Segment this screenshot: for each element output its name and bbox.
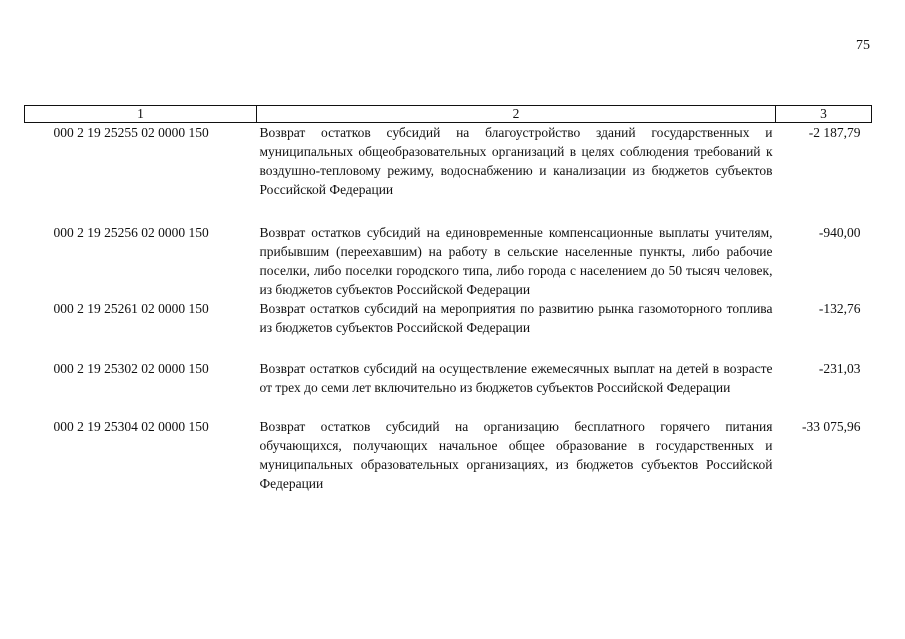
budget-code: 000 2 19 25261 02 0000 150 [53,301,209,316]
column-header-code: 1 [25,106,257,123]
budget-code: 000 2 19 25304 02 0000 150 [53,419,209,434]
page-number: 75 [856,38,870,53]
column-header-name: 2 [257,106,776,123]
table-row [25,123,872,224]
column-header-amount: 3 [776,106,872,123]
table-row [25,417,872,493]
table-header-row [25,106,872,123]
row-amount: -2 187,79 [808,125,861,140]
row-amount: -231,03 [818,361,861,376]
budget-code: 000 2 19 25256 02 0000 150 [53,225,209,240]
table-row [25,223,872,299]
budget-code: 000 2 19 25302 02 0000 150 [53,361,209,376]
row-description: Возврат остатков субсидий на единовременные компенсационные выплаты учителям, прибывшим (переехавшим) на работу в сельские населенные пункты, либо рабочие поселки, либо поселки городского типа, либо города с населением до 50 тысяч человек, из бюджетов субъектов Российской Федерации [259,225,773,297]
table-row [25,359,872,417]
row-amount: -132,76 [818,301,861,316]
table-row [25,299,872,359]
row-description: Возврат остатков субсидий на мероприятия по развитию рынка газомоторного топлива из бюджетов субъектов Российской Федерации [259,301,773,335]
row-amount: -940,00 [818,225,861,240]
budget-code: 000 2 19 25255 02 0000 150 [53,125,209,140]
row-description: Возврат остатков субсидий на благоустройство зданий государственных и муниципальных общеобразовательных организаций в целях соблюдения требований к воздушно-тепловому режиму, водоснабжению и канализации из бюджетов субъектов Российской Федерации [259,125,773,197]
row-description: Возврат остатков субсидий на осуществление ежемесячных выплат на детей в возрасте от трех до семи лет включительно из бюджетов субъектов Российской Федерации [259,361,773,395]
row-amount: -33 075,96 [802,419,861,434]
budget-table [24,105,872,493]
row-description: Возврат остатков субсидий на организацию бесплатного горячего питания обучающихся, получающих начальное общее образование в государственных и муниципальных образовательных организациях, из бюджетов субъектов Российской Федерации [259,419,773,491]
